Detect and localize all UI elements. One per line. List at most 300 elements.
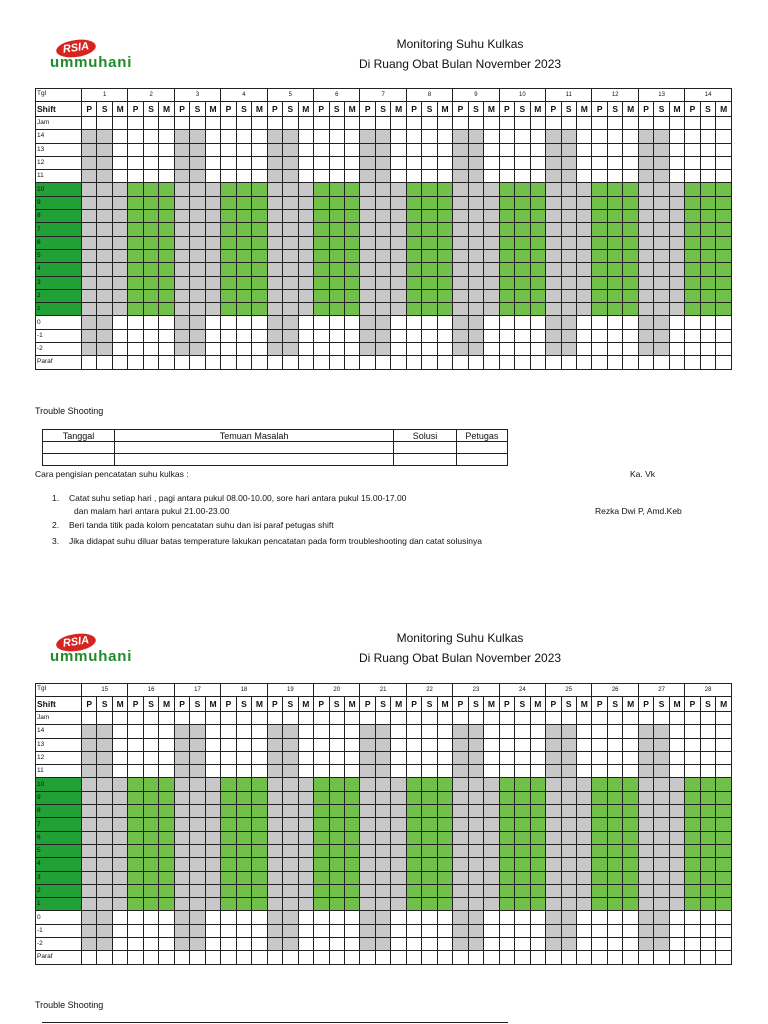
temperature-cell[interactable] (159, 183, 174, 196)
temperature-cell[interactable] (406, 898, 421, 911)
temperature-cell[interactable] (638, 725, 653, 738)
temperature-cell[interactable] (375, 725, 390, 738)
temperature-cell[interactable] (716, 289, 732, 302)
temperature-cell[interactable] (283, 183, 298, 196)
temperature-cell[interactable] (700, 183, 715, 196)
temperature-cell[interactable] (236, 725, 251, 738)
temperature-cell[interactable] (298, 316, 313, 329)
temperature-cell[interactable] (112, 303, 127, 316)
temperature-cell[interactable] (236, 818, 251, 831)
temperature-cell[interactable] (607, 130, 622, 143)
temperature-cell[interactable] (577, 289, 592, 302)
paraf-cell[interactable] (716, 356, 732, 369)
temperature-cell[interactable] (468, 765, 483, 778)
temperature-cell[interactable] (437, 289, 452, 302)
temperature-cell[interactable] (391, 130, 406, 143)
temperature-cell[interactable] (406, 844, 421, 857)
temperature-cell[interactable] (515, 170, 530, 183)
temperature-cell[interactable] (468, 858, 483, 871)
temperature-cell[interactable] (592, 249, 607, 262)
temperature-cell[interactable] (174, 765, 189, 778)
temperature-cell[interactable] (623, 884, 638, 897)
paraf-cell[interactable] (97, 951, 112, 964)
temperature-cell[interactable] (143, 143, 158, 156)
temperature-cell[interactable] (143, 329, 158, 342)
temperature-cell[interactable] (499, 210, 514, 223)
temperature-cell[interactable] (669, 738, 684, 751)
paraf-cell[interactable] (546, 951, 561, 964)
temperature-cell[interactable] (669, 183, 684, 196)
temperature-cell[interactable] (143, 289, 158, 302)
temperature-cell[interactable] (267, 343, 282, 356)
temperature-cell[interactable] (375, 938, 390, 951)
hour-cell[interactable] (623, 117, 638, 130)
paraf-cell[interactable] (530, 951, 545, 964)
hour-cell[interactable] (422, 712, 437, 725)
temperature-cell[interactable] (530, 170, 545, 183)
paraf-cell[interactable] (205, 951, 220, 964)
paraf-cell[interactable] (221, 951, 236, 964)
temperature-cell[interactable] (499, 249, 514, 262)
temperature-cell[interactable] (298, 938, 313, 951)
temperature-cell[interactable] (329, 818, 344, 831)
temperature-cell[interactable] (159, 751, 174, 764)
temperature-cell[interactable] (453, 818, 468, 831)
temperature-cell[interactable] (344, 844, 359, 857)
temperature-cell[interactable] (638, 210, 653, 223)
temperature-cell[interactable] (174, 170, 189, 183)
temperature-cell[interactable] (468, 210, 483, 223)
temperature-cell[interactable] (360, 844, 375, 857)
temperature-cell[interactable] (546, 831, 561, 844)
temperature-cell[interactable] (329, 725, 344, 738)
temperature-cell[interactable] (515, 831, 530, 844)
temperature-cell[interactable] (499, 938, 514, 951)
temperature-cell[interactable] (314, 223, 329, 236)
temperature-cell[interactable] (143, 871, 158, 884)
temperature-cell[interactable] (375, 263, 390, 276)
temperature-cell[interactable] (484, 329, 499, 342)
trouble-cell[interactable] (115, 442, 394, 454)
temperature-cell[interactable] (422, 276, 437, 289)
temperature-cell[interactable] (700, 263, 715, 276)
temperature-cell[interactable] (205, 329, 220, 342)
temperature-cell[interactable] (468, 196, 483, 209)
hour-cell[interactable] (252, 712, 267, 725)
temperature-cell[interactable] (159, 778, 174, 791)
temperature-cell[interactable] (654, 329, 669, 342)
temperature-cell[interactable] (406, 765, 421, 778)
temperature-cell[interactable] (546, 143, 561, 156)
temperature-cell[interactable] (437, 818, 452, 831)
temperature-cell[interactable] (252, 765, 267, 778)
temperature-cell[interactable] (453, 329, 468, 342)
temperature-cell[interactable] (484, 818, 499, 831)
temperature-cell[interactable] (685, 303, 700, 316)
temperature-cell[interactable] (607, 196, 622, 209)
temperature-cell[interactable] (546, 210, 561, 223)
hour-cell[interactable] (221, 712, 236, 725)
temperature-cell[interactable] (391, 898, 406, 911)
temperature-cell[interactable] (484, 276, 499, 289)
temperature-cell[interactable] (453, 938, 468, 951)
temperature-cell[interactable] (375, 871, 390, 884)
temperature-cell[interactable] (577, 924, 592, 937)
temperature-cell[interactable] (577, 170, 592, 183)
temperature-cell[interactable] (468, 844, 483, 857)
temperature-cell[interactable] (391, 751, 406, 764)
paraf-cell[interactable] (577, 356, 592, 369)
temperature-cell[interactable] (499, 791, 514, 804)
paraf-cell[interactable] (654, 356, 669, 369)
temperature-cell[interactable] (360, 911, 375, 924)
hour-cell[interactable] (623, 712, 638, 725)
temperature-cell[interactable] (314, 156, 329, 169)
temperature-cell[interactable] (577, 249, 592, 262)
temperature-cell[interactable] (143, 924, 158, 937)
temperature-cell[interactable] (82, 156, 97, 169)
temperature-cell[interactable] (700, 196, 715, 209)
temperature-cell[interactable] (453, 236, 468, 249)
temperature-cell[interactable] (360, 143, 375, 156)
temperature-cell[interactable] (190, 223, 205, 236)
trouble-cell[interactable] (394, 454, 457, 466)
temperature-cell[interactable] (252, 303, 267, 316)
temperature-cell[interactable] (97, 183, 112, 196)
temperature-cell[interactable] (515, 884, 530, 897)
temperature-cell[interactable] (515, 156, 530, 169)
temperature-cell[interactable] (252, 805, 267, 818)
temperature-cell[interactable] (375, 858, 390, 871)
temperature-cell[interactable] (453, 751, 468, 764)
temperature-cell[interactable] (437, 249, 452, 262)
temperature-cell[interactable] (283, 791, 298, 804)
temperature-cell[interactable] (700, 303, 715, 316)
temperature-cell[interactable] (530, 911, 545, 924)
temperature-cell[interactable] (607, 725, 622, 738)
temperature-cell[interactable] (375, 223, 390, 236)
hour-cell[interactable] (97, 117, 112, 130)
temperature-cell[interactable] (375, 156, 390, 169)
temperature-cell[interactable] (375, 805, 390, 818)
paraf-cell[interactable] (375, 951, 390, 964)
temperature-cell[interactable] (638, 805, 653, 818)
temperature-cell[interactable] (453, 343, 468, 356)
paraf-cell[interactable] (623, 356, 638, 369)
temperature-cell[interactable] (515, 844, 530, 857)
hour-cell[interactable] (159, 712, 174, 725)
temperature-cell[interactable] (716, 130, 732, 143)
temperature-cell[interactable] (546, 898, 561, 911)
hour-cell[interactable] (546, 712, 561, 725)
temperature-cell[interactable] (530, 263, 545, 276)
temperature-cell[interactable] (530, 303, 545, 316)
temperature-cell[interactable] (499, 263, 514, 276)
temperature-cell[interactable] (112, 805, 127, 818)
temperature-cell[interactable] (112, 738, 127, 751)
temperature-cell[interactable] (314, 884, 329, 897)
temperature-cell[interactable] (360, 236, 375, 249)
temperature-cell[interactable] (716, 236, 732, 249)
temperature-cell[interactable] (654, 130, 669, 143)
hour-cell[interactable] (406, 712, 421, 725)
temperature-cell[interactable] (236, 858, 251, 871)
temperature-cell[interactable] (561, 938, 576, 951)
temperature-cell[interactable] (375, 831, 390, 844)
temperature-cell[interactable] (205, 263, 220, 276)
temperature-cell[interactable] (654, 196, 669, 209)
temperature-cell[interactable] (515, 223, 530, 236)
temperature-cell[interactable] (515, 196, 530, 209)
temperature-cell[interactable] (82, 130, 97, 143)
temperature-cell[interactable] (205, 738, 220, 751)
temperature-cell[interactable] (174, 249, 189, 262)
temperature-cell[interactable] (97, 898, 112, 911)
temperature-cell[interactable] (700, 738, 715, 751)
temperature-cell[interactable] (283, 805, 298, 818)
temperature-cell[interactable] (391, 303, 406, 316)
temperature-cell[interactable] (174, 858, 189, 871)
temperature-cell[interactable] (561, 263, 576, 276)
temperature-cell[interactable] (128, 725, 143, 738)
temperature-cell[interactable] (112, 858, 127, 871)
temperature-cell[interactable] (190, 924, 205, 937)
temperature-cell[interactable] (252, 831, 267, 844)
temperature-cell[interactable] (344, 858, 359, 871)
temperature-cell[interactable] (298, 156, 313, 169)
temperature-cell[interactable] (453, 765, 468, 778)
temperature-cell[interactable] (638, 316, 653, 329)
temperature-cell[interactable] (499, 831, 514, 844)
hour-cell[interactable] (561, 117, 576, 130)
temperature-cell[interactable] (406, 343, 421, 356)
temperature-cell[interactable] (391, 871, 406, 884)
temperature-cell[interactable] (654, 911, 669, 924)
temperature-cell[interactable] (329, 911, 344, 924)
temperature-cell[interactable] (561, 898, 576, 911)
temperature-cell[interactable] (298, 236, 313, 249)
temperature-cell[interactable] (530, 316, 545, 329)
temperature-cell[interactable] (484, 805, 499, 818)
temperature-cell[interactable] (252, 183, 267, 196)
temperature-cell[interactable] (97, 263, 112, 276)
temperature-cell[interactable] (344, 183, 359, 196)
temperature-cell[interactable] (82, 725, 97, 738)
temperature-cell[interactable] (267, 276, 282, 289)
temperature-cell[interactable] (375, 249, 390, 262)
paraf-cell[interactable] (267, 951, 282, 964)
temperature-cell[interactable] (344, 791, 359, 804)
temperature-cell[interactable] (700, 791, 715, 804)
temperature-cell[interactable] (422, 791, 437, 804)
temperature-cell[interactable] (329, 738, 344, 751)
temperature-cell[interactable] (499, 143, 514, 156)
temperature-cell[interactable] (128, 831, 143, 844)
temperature-cell[interactable] (607, 223, 622, 236)
temperature-cell[interactable] (360, 778, 375, 791)
temperature-cell[interactable] (468, 898, 483, 911)
temperature-cell[interactable] (484, 210, 499, 223)
paraf-cell[interactable] (252, 356, 267, 369)
temperature-cell[interactable] (283, 210, 298, 223)
temperature-cell[interactable] (654, 170, 669, 183)
temperature-cell[interactable] (159, 884, 174, 897)
temperature-cell[interactable] (700, 871, 715, 884)
temperature-cell[interactable] (205, 871, 220, 884)
temperature-cell[interactable] (530, 223, 545, 236)
temperature-cell[interactable] (360, 130, 375, 143)
temperature-cell[interactable] (344, 316, 359, 329)
temperature-cell[interactable] (453, 263, 468, 276)
temperature-cell[interactable] (577, 130, 592, 143)
temperature-cell[interactable] (577, 778, 592, 791)
temperature-cell[interactable] (685, 831, 700, 844)
temperature-cell[interactable] (314, 210, 329, 223)
temperature-cell[interactable] (546, 223, 561, 236)
temperature-cell[interactable] (252, 898, 267, 911)
temperature-cell[interactable] (236, 223, 251, 236)
temperature-cell[interactable] (623, 778, 638, 791)
temperature-cell[interactable] (716, 844, 732, 857)
temperature-cell[interactable] (484, 156, 499, 169)
temperature-cell[interactable] (267, 289, 282, 302)
hour-cell[interactable] (638, 712, 653, 725)
temperature-cell[interactable] (298, 303, 313, 316)
hour-cell[interactable] (530, 117, 545, 130)
temperature-cell[interactable] (236, 263, 251, 276)
temperature-cell[interactable] (546, 738, 561, 751)
temperature-cell[interactable] (422, 884, 437, 897)
paraf-cell[interactable] (654, 951, 669, 964)
temperature-cell[interactable] (82, 289, 97, 302)
temperature-cell[interactable] (437, 884, 452, 897)
temperature-cell[interactable] (205, 844, 220, 857)
temperature-cell[interactable] (546, 343, 561, 356)
temperature-cell[interactable] (669, 725, 684, 738)
temperature-cell[interactable] (638, 791, 653, 804)
temperature-cell[interactable] (391, 343, 406, 356)
hour-cell[interactable] (205, 117, 220, 130)
temperature-cell[interactable] (314, 871, 329, 884)
temperature-cell[interactable] (669, 249, 684, 262)
temperature-cell[interactable] (329, 898, 344, 911)
temperature-cell[interactable] (546, 805, 561, 818)
hour-cell[interactable] (530, 712, 545, 725)
temperature-cell[interactable] (437, 196, 452, 209)
temperature-cell[interactable] (344, 276, 359, 289)
hour-cell[interactable] (267, 117, 282, 130)
temperature-cell[interactable] (205, 858, 220, 871)
temperature-cell[interactable] (546, 156, 561, 169)
temperature-cell[interactable] (391, 263, 406, 276)
temperature-cell[interactable] (499, 343, 514, 356)
temperature-cell[interactable] (530, 210, 545, 223)
temperature-cell[interactable] (515, 738, 530, 751)
temperature-cell[interactable] (669, 924, 684, 937)
temperature-cell[interactable] (190, 818, 205, 831)
temperature-cell[interactable] (700, 844, 715, 857)
temperature-cell[interactable] (638, 738, 653, 751)
temperature-cell[interactable] (484, 725, 499, 738)
temperature-cell[interactable] (314, 844, 329, 857)
temperature-cell[interactable] (515, 130, 530, 143)
temperature-cell[interactable] (267, 871, 282, 884)
temperature-cell[interactable] (159, 156, 174, 169)
temperature-cell[interactable] (112, 831, 127, 844)
temperature-cell[interactable] (252, 249, 267, 262)
temperature-cell[interactable] (283, 143, 298, 156)
temperature-cell[interactable] (205, 236, 220, 249)
temperature-cell[interactable] (716, 183, 732, 196)
temperature-cell[interactable] (607, 831, 622, 844)
temperature-cell[interactable] (515, 249, 530, 262)
temperature-cell[interactable] (174, 329, 189, 342)
temperature-cell[interactable] (329, 329, 344, 342)
temperature-cell[interactable] (174, 898, 189, 911)
temperature-cell[interactable] (561, 738, 576, 751)
temperature-cell[interactable] (375, 778, 390, 791)
temperature-cell[interactable] (329, 858, 344, 871)
temperature-cell[interactable] (344, 249, 359, 262)
temperature-cell[interactable] (437, 751, 452, 764)
temperature-cell[interactable] (82, 924, 97, 937)
temperature-cell[interactable] (422, 223, 437, 236)
temperature-cell[interactable] (329, 871, 344, 884)
temperature-cell[interactable] (360, 156, 375, 169)
temperature-cell[interactable] (82, 343, 97, 356)
hour-cell[interactable] (329, 117, 344, 130)
temperature-cell[interactable] (406, 170, 421, 183)
temperature-cell[interactable] (283, 738, 298, 751)
temperature-cell[interactable] (267, 130, 282, 143)
temperature-cell[interactable] (329, 196, 344, 209)
temperature-cell[interactable] (298, 805, 313, 818)
temperature-cell[interactable] (221, 844, 236, 857)
temperature-cell[interactable] (700, 884, 715, 897)
temperature-cell[interactable] (298, 263, 313, 276)
temperature-cell[interactable] (360, 183, 375, 196)
temperature-cell[interactable] (205, 884, 220, 897)
temperature-cell[interactable] (623, 871, 638, 884)
temperature-cell[interactable] (344, 130, 359, 143)
temperature-cell[interactable] (685, 316, 700, 329)
paraf-cell[interactable] (221, 356, 236, 369)
temperature-cell[interactable] (607, 844, 622, 857)
temperature-cell[interactable] (298, 924, 313, 937)
paraf-cell[interactable] (375, 356, 390, 369)
temperature-cell[interactable] (530, 805, 545, 818)
temperature-cell[interactable] (515, 778, 530, 791)
hour-cell[interactable] (577, 117, 592, 130)
temperature-cell[interactable] (716, 911, 732, 924)
paraf-cell[interactable] (437, 951, 452, 964)
temperature-cell[interactable] (221, 858, 236, 871)
temperature-cell[interactable] (685, 130, 700, 143)
temperature-cell[interactable] (577, 751, 592, 764)
temperature-cell[interactable] (499, 818, 514, 831)
temperature-cell[interactable] (221, 765, 236, 778)
temperature-cell[interactable] (716, 765, 732, 778)
paraf-cell[interactable] (700, 356, 715, 369)
temperature-cell[interactable] (221, 738, 236, 751)
paraf-cell[interactable] (607, 951, 622, 964)
temperature-cell[interactable] (592, 236, 607, 249)
temperature-cell[interactable] (515, 938, 530, 951)
hour-cell[interactable] (252, 117, 267, 130)
temperature-cell[interactable] (159, 858, 174, 871)
temperature-cell[interactable] (205, 818, 220, 831)
temperature-cell[interactable] (298, 725, 313, 738)
